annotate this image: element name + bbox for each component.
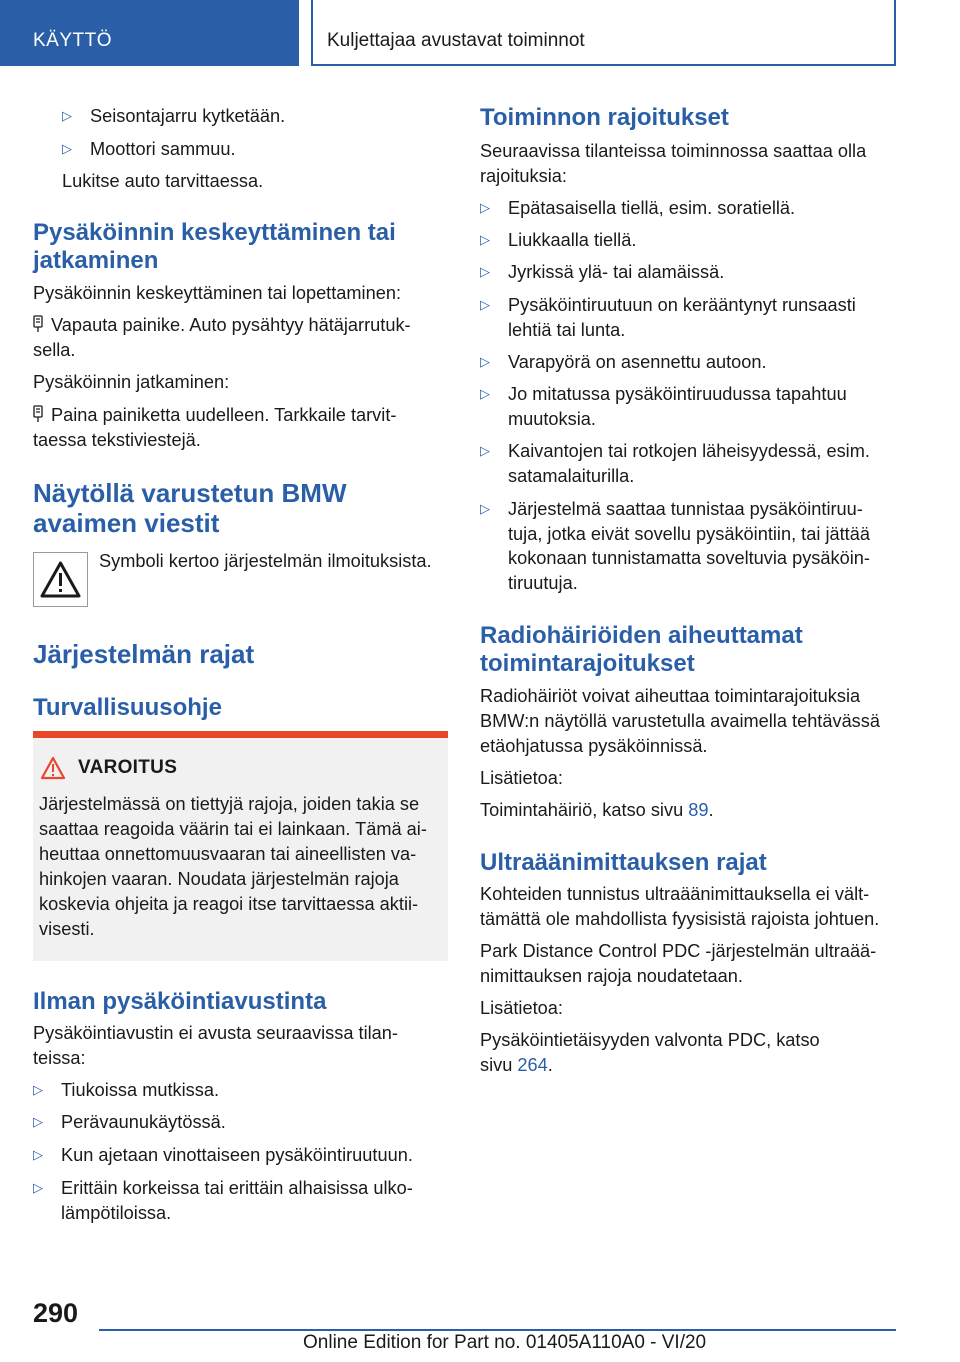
triangle-bullet-icon: ▷ [62, 108, 72, 123]
heading-radio-l2: toimintarajoitukset [480, 650, 695, 677]
radio-reference: Toimintahäiriö, katso sivu 89. [480, 800, 714, 820]
triangle-bullet-icon: ▷ [480, 297, 490, 312]
triangle-bullet-icon: ▷ [62, 141, 72, 156]
list-item: ▷ Varapyörä on asennettu autoon. [480, 350, 900, 375]
list-item: ▷ Epätasaisella tiellä, esim. soratiellä. [480, 196, 900, 221]
warning-line: saattaa reagoida väärin tai ei lainkaan. Tämä ai- [39, 819, 427, 839]
triangle-bullet-icon: ▷ [33, 1082, 43, 1097]
warning-line: Järjestelmässä on tiettyjä rajoja, joiden takia se [39, 794, 420, 814]
page-link-264[interactable]: 264 [517, 1055, 548, 1075]
page-link-89[interactable]: 89 [688, 800, 709, 820]
warning-triangle-icon [40, 756, 66, 780]
list-item: ▷ Jyrkissä ylä- tai alamäissä. [480, 260, 900, 285]
ultra-p2-l2: nimittauksen rajoja noudatetaan. [480, 966, 743, 986]
page-number: 290 [33, 1298, 79, 1328]
triangle-bullet-icon: ▷ [33, 1180, 43, 1195]
warning-line: visesti. [39, 919, 95, 939]
lock-text: Lukitse auto tarvittaessa. [62, 171, 264, 191]
triangle-bullet-icon: ▷ [33, 1114, 43, 1129]
restrictions-intro-l2: rajoituksia: [480, 166, 567, 186]
heading-radio-l1: Radiohäiriöiden aiheuttamat [480, 622, 803, 649]
interrupt-step-2: Paina painiketta uudelleen. Tarkkaile tarvit- [33, 403, 453, 428]
ultra-reference-l2: sivu 264. [480, 1055, 553, 1075]
warning-label: VAROITUS [78, 757, 178, 778]
triangle-bullet-icon: ▷ [480, 501, 490, 516]
radio-line: etäohjatussa pysäköinnissä. [480, 736, 708, 756]
header-section-label: KÄYTTÖ [33, 30, 113, 51]
symbol-text: Symboli kertoo järjestelmän ilmoituksista. [99, 551, 432, 571]
without-intro-l2: teissa: [33, 1048, 86, 1068]
heading-restrictions: Toiminnon rajoitukset [480, 104, 729, 131]
heading-messages-l2: avaimen viestit [33, 508, 220, 538]
without-intro-l1: Pysäköintiavustin ei avusta seuraavissa tilan- [33, 1023, 398, 1043]
list-item: ▷ Moottori sammuu. [62, 137, 452, 162]
ultra-p1-l1: Kohteiden tunnistus ultraäänimittauksella ei vält- [480, 884, 870, 904]
interrupt-step-2-cont: taessa tekstiviestejä. [33, 430, 201, 450]
interrupt-step-1: Vapauta painike. Auto pysähtyy hätäjarrutuk- [33, 313, 453, 338]
warning-line: koskevia ohjeita ja reagoi itse tarvittaessa aktii- [39, 894, 419, 914]
triangle-bullet-icon: ▷ [480, 386, 490, 401]
list-item: ▷ Jo mitatussa pysäköintiruudussa tapahtuu muutoksia. [480, 384, 847, 429]
warning-line: heuttaa onnettomuusvaaran tai aineellisten va- [39, 844, 417, 864]
interrupt-step-1-cont: sella. [33, 340, 76, 360]
list-item: ▷ Erittäin korkeissa tai erittäin alhaisissa ulko- lämpötiloissa. [33, 1178, 413, 1223]
triangle-bullet-icon: ▷ [480, 264, 490, 279]
list-item: ▷ Seisontajarru kytketään. [62, 104, 452, 129]
list-item: ▷ Pysäköintiruutuun on kerääntynyt runsaasti lehtiä tai lunta. [480, 295, 856, 340]
radio-line: BMW:n näytöllä varustetulla avaimella tehtävässä [480, 711, 880, 731]
list-item: ▷ Kun ajetaan vinottaiseen pysäköintiruutuun. [33, 1143, 453, 1168]
heading-interrupt-l2: jatkaminen [33, 247, 159, 274]
interrupt-intro: Pysäköinnin keskeyttäminen tai lopettaminen: [33, 283, 401, 303]
triangle-bullet-icon: ▷ [480, 200, 490, 215]
triangle-bullet-icon: ▷ [480, 354, 490, 369]
list-item: ▷ Perävaunukäytössä. [33, 1110, 453, 1135]
radio-line: Radiohäiriöt voivat aiheuttaa toimintarajoituksia [480, 686, 861, 706]
ultra-p2-l1: Park Distance Control PDC -järjestelmän ultraää- [480, 941, 877, 961]
restrictions-intro-l1: Seuraavissa tilanteissa toiminnossa saattaa olla [480, 141, 867, 161]
header-chapter-box [311, 0, 896, 66]
ultra-more: Lisätietoa: [480, 998, 563, 1018]
heading-ultra: Ultraäänimittauksen rajat [480, 849, 767, 876]
triangle-bullet-icon: ▷ [480, 443, 490, 458]
warning-line: hinkojen vaaran. Noudata järjestelmän rajoja [39, 869, 399, 889]
ultra-reference-l1: Pysäköintietäisyyden valvonta PDC, katso [480, 1030, 820, 1050]
footer-edition: Online Edition for Part no. 01405A110A0 - VI/20 [303, 1332, 707, 1353]
ultra-p1-l2: tämättä ole mahdollista fyysisistä rajoista johtuen. [480, 909, 880, 929]
warning-symbol-box [33, 552, 88, 607]
header-chapter-label: Kuljettajaa avustavat toiminnot [327, 30, 585, 51]
heading-safety: Turvallisuusohje [33, 694, 222, 721]
list-item: ▷ Kaivantojen tai rotkojen läheisyydessä, esim. satamalaiturilla. [480, 441, 870, 486]
header-section-tab [0, 0, 299, 66]
warning-triangle-icon [34, 553, 87, 606]
radio-more: Lisätietoa: [480, 768, 563, 788]
heading-limits: Järjestelmän rajat [33, 639, 255, 669]
triangle-bullet-icon: ▷ [33, 1147, 43, 1162]
key-button-icon [33, 405, 43, 423]
key-button-icon [33, 315, 43, 333]
list-item: ▷ Tiukoissa mutkissa. [33, 1078, 453, 1103]
footer-divider [99, 1329, 896, 1331]
list-item: ▷ Liukkaalla tiellä. [480, 228, 900, 253]
list-item: ▷ Järjestelmä saattaa tunnistaa pysäköintiruu- tuja, jotka eivät sovellu pysäköintiin, tai jättää kokonaan tunnistamatta soveltuvia pysäköin- tiruutuja. [480, 499, 870, 593]
continue-intro: Pysäköinnin jatkaminen: [33, 372, 230, 392]
triangle-bullet-icon: ▷ [480, 232, 490, 247]
heading-interrupt-l1: Pysäköinnin keskeyttäminen tai [33, 219, 396, 246]
heading-messages-l1: Näytöllä varustetun BMW [33, 478, 347, 508]
heading-without: Ilman pysäköintiavustinta [33, 988, 327, 1015]
